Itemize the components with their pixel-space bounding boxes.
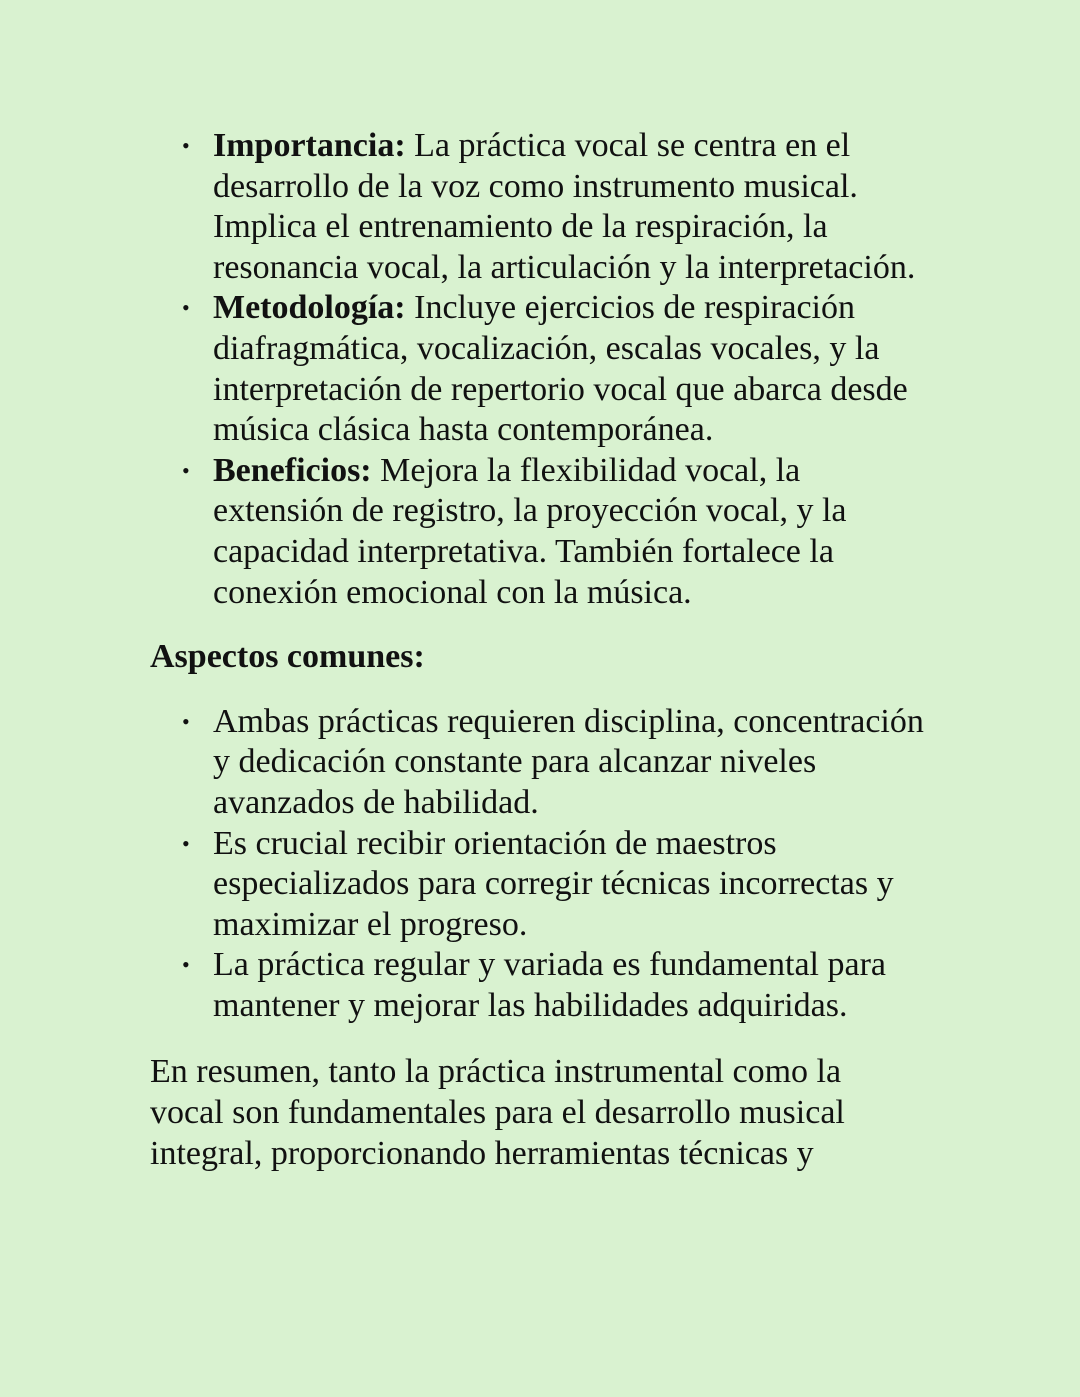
list-item-importancia [182, 126, 925, 288]
item-text: Es crucial recibir orientación de maestros especializados para corregir técnicas incorrectas y maximizar el progreso. [213, 824, 894, 943]
bullet-icon: • [182, 830, 190, 856]
document-content [150, 126, 940, 1174]
item-text: La práctica regular y variada es fundamental para mantener y mejorar las habilidades adquiridas. [213, 946, 887, 1024]
item-text: Incluye ejercicios de respiración diafragmática, vocalización, escalas vocales, y la interpretación de repertorio vocal que abarca desde música clásica hasta contemporánea. [213, 289, 908, 449]
item-text: La práctica vocal se centra en el desarrollo de la voz como instrumento musical. Implica el entrenamiento de la respiración, la resonancia vocal, la articulación y la interpretación. [213, 127, 916, 286]
bullet-icon: • [182, 457, 190, 483]
bullet-icon: • [182, 708, 190, 734]
bullet-icon: • [182, 952, 190, 978]
list-item-beneficios [182, 451, 925, 613]
list-item [182, 824, 940, 946]
list-item [182, 702, 940, 824]
bullet-icon: • [182, 133, 190, 158]
item-label: Importancia: [213, 127, 406, 164]
vocal-practice-list [150, 126, 925, 613]
item-text: Ambas prácticas requieren disciplina, concentración y dedicación constante para alcanzar niveles avanzados de habilidad. [213, 702, 924, 821]
item-text: Mejora la flexibilidad vocal, la extensión de registro, la proyección vocal, y la capacidad interpretativa. También fortalece la conexión emocional con la música. [213, 451, 847, 611]
common-aspects-list [150, 702, 940, 1027]
list-item [182, 945, 940, 1026]
list-item-metodologia [182, 288, 925, 450]
section-heading-aspectos-comunes: Aspectos comunes: [150, 638, 425, 676]
summary-paragraph: En resumen, tanto la práctica instrumental como la vocal son fundamentales para el desarrollo musical integral, proporcionando herramientas técnicas y [150, 1053, 845, 1172]
bullet-icon: • [182, 295, 190, 321]
item-label: Beneficios: [213, 451, 372, 489]
item-label: Metodología: [213, 289, 406, 327]
